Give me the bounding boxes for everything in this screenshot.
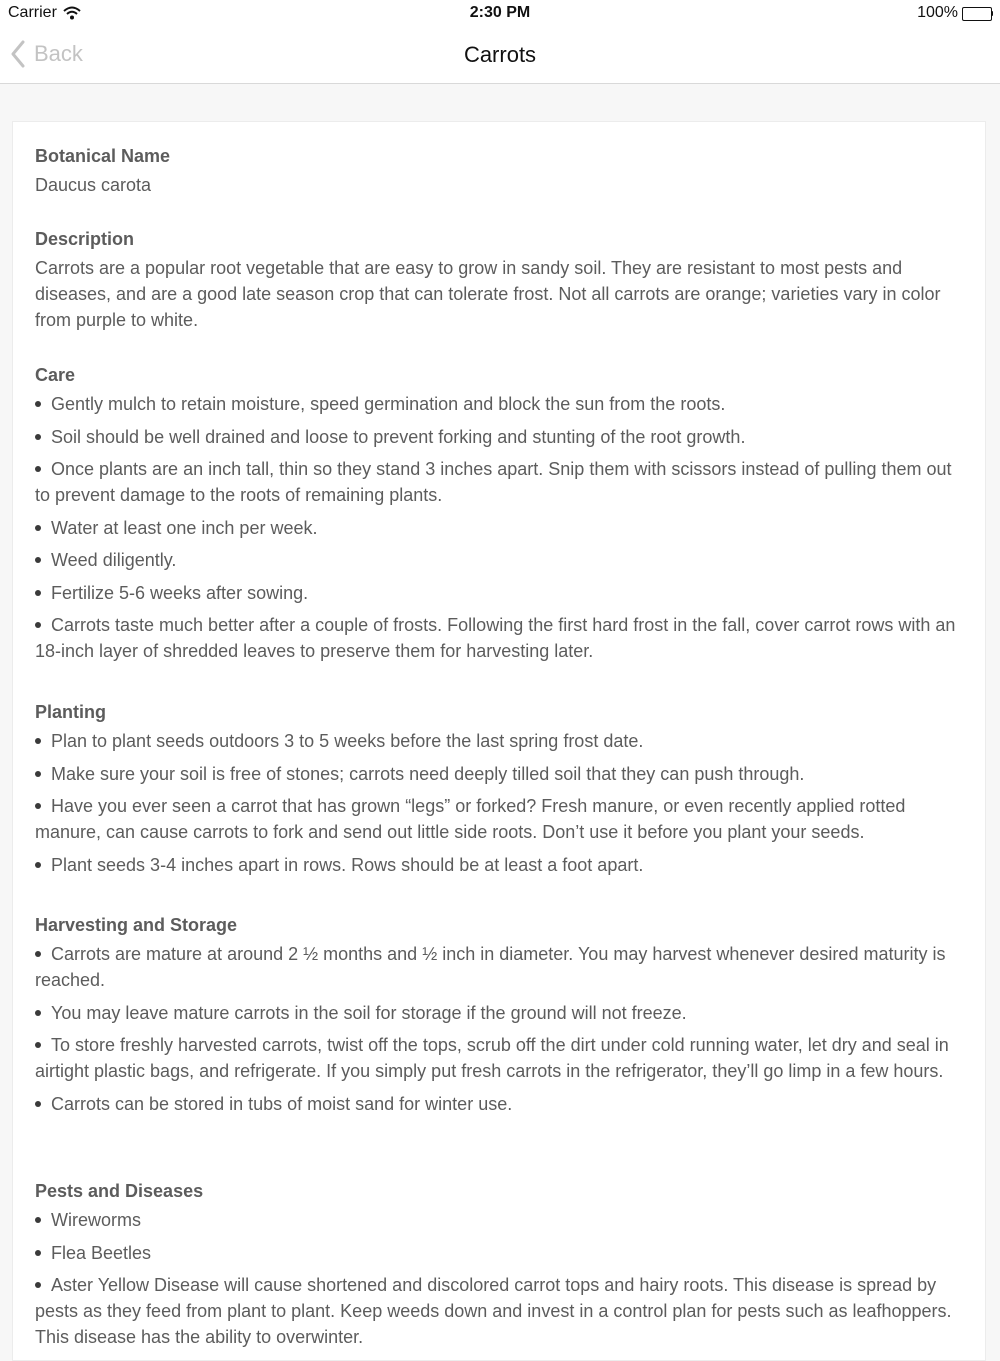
section-pests	[35, 1178, 965, 1357]
list-item: Soil should be well drained and loose to prevent forking and stunting of the root growth.	[35, 424, 965, 450]
list-item: Have you ever seen a carrot that has grown “legs” or forked? Fresh manure, or even recently applied rotted manure, can cause carrots to fork and send out little side roots. Don’t use it before you plant your seeds.	[35, 796, 906, 842]
section-care	[35, 362, 965, 671]
list-item: Flea Beetles	[35, 1240, 965, 1266]
battery-icon	[962, 7, 992, 19]
list-item: Gently mulch to retain moisture, speed germination and block the sun from the roots.	[35, 391, 965, 417]
section-heading: Botanical Name	[35, 146, 171, 166]
section-heading: Harvesting and Storage	[35, 915, 238, 935]
page-title: Carrots	[463, 42, 537, 67]
status-right	[917, 4, 992, 22]
harvesting-list	[35, 941, 965, 1117]
battery-percent: 100%	[917, 4, 958, 21]
care-list	[35, 391, 965, 664]
list-item: Plan to plant seeds outdoors 3 to 5 weeks before the last spring frost date.	[35, 728, 965, 754]
list-item: Carrots can be stored in tubs of moist sand for winter use.	[35, 1091, 965, 1117]
pests-list	[35, 1207, 965, 1350]
list-item: Once plants are an inch tall, thin so they stand 3 inches apart. Snip them with scissors instead of pulling them out to prevent damage to the roots of remaining plants.	[35, 459, 952, 505]
status-time: 2:30 PM	[469, 4, 531, 21]
section-heading: Care	[35, 365, 76, 385]
list-item: You may leave mature carrots in the soil for storage if the ground will not freeze.	[35, 1000, 965, 1026]
description-text: Carrots are a popular root vegetable that are easy to grow in sandy soil. They are resistant to most pests and diseases, and are a good late season crop that can tolerate frost. Not all carrots are orange; varieties vary in color from purple to white.	[35, 258, 941, 330]
back-label: Back	[34, 41, 83, 66]
section-harvesting	[35, 912, 965, 1123]
section-description	[35, 226, 965, 333]
list-item: Plant seeds 3-4 inches apart in rows. Rows should be at least a foot apart.	[35, 852, 965, 878]
list-item: Carrots are mature at around 2 ½ months and ½ inch in diameter. You may harvest whenever desired maturity is reached.	[35, 944, 946, 990]
section-heading: Pests and Diseases	[35, 1181, 204, 1201]
planting-list	[35, 728, 965, 878]
section-botanical-name	[35, 143, 965, 198]
section-planting	[35, 699, 965, 884]
navigation-bar	[0, 28, 1000, 84]
list-item: Water at least one inch per week.	[35, 515, 965, 541]
list-item: Make sure your soil is free of stones; carrots need deeply tilled soil that they can push through.	[35, 761, 965, 787]
list-item: Weed diligently.	[35, 547, 965, 573]
status-bar	[0, 0, 1000, 28]
list-item: To store freshly harvested carrots, twist off the tops, scrub off the dirt under cold running water, let dry and seal in airtight plastic bags, and refrigerate. If you simply put fresh carrots in the refrigerator, they’ll go limp in a few hours.	[35, 1035, 949, 1081]
carrier-label: Carrier	[8, 4, 57, 21]
section-heading: Planting	[35, 702, 106, 722]
botanical-name-value: Daucus carota	[35, 175, 152, 195]
list-item: Carrots taste much better after a couple of frosts. Following the first hard frost in the fall, cover carrot rows with an 18-inch layer of shredded leaves to preserve them for harvesting later.	[35, 615, 956, 661]
list-item: Fertilize 5-6 weeks after sowing.	[35, 580, 965, 606]
plant-details-card	[12, 121, 986, 1361]
list-item: Wireworms	[35, 1207, 965, 1233]
section-heading: Description	[35, 229, 135, 249]
list-item: Aster Yellow Disease will cause shortened and discolored carrot tops and hairy roots. This disease is spread by pests as they feed from plant to plant. Keep weeds down and invest in a control plan for pests such as leafhoppers. This disease has the ability to overwinter.	[35, 1275, 952, 1347]
